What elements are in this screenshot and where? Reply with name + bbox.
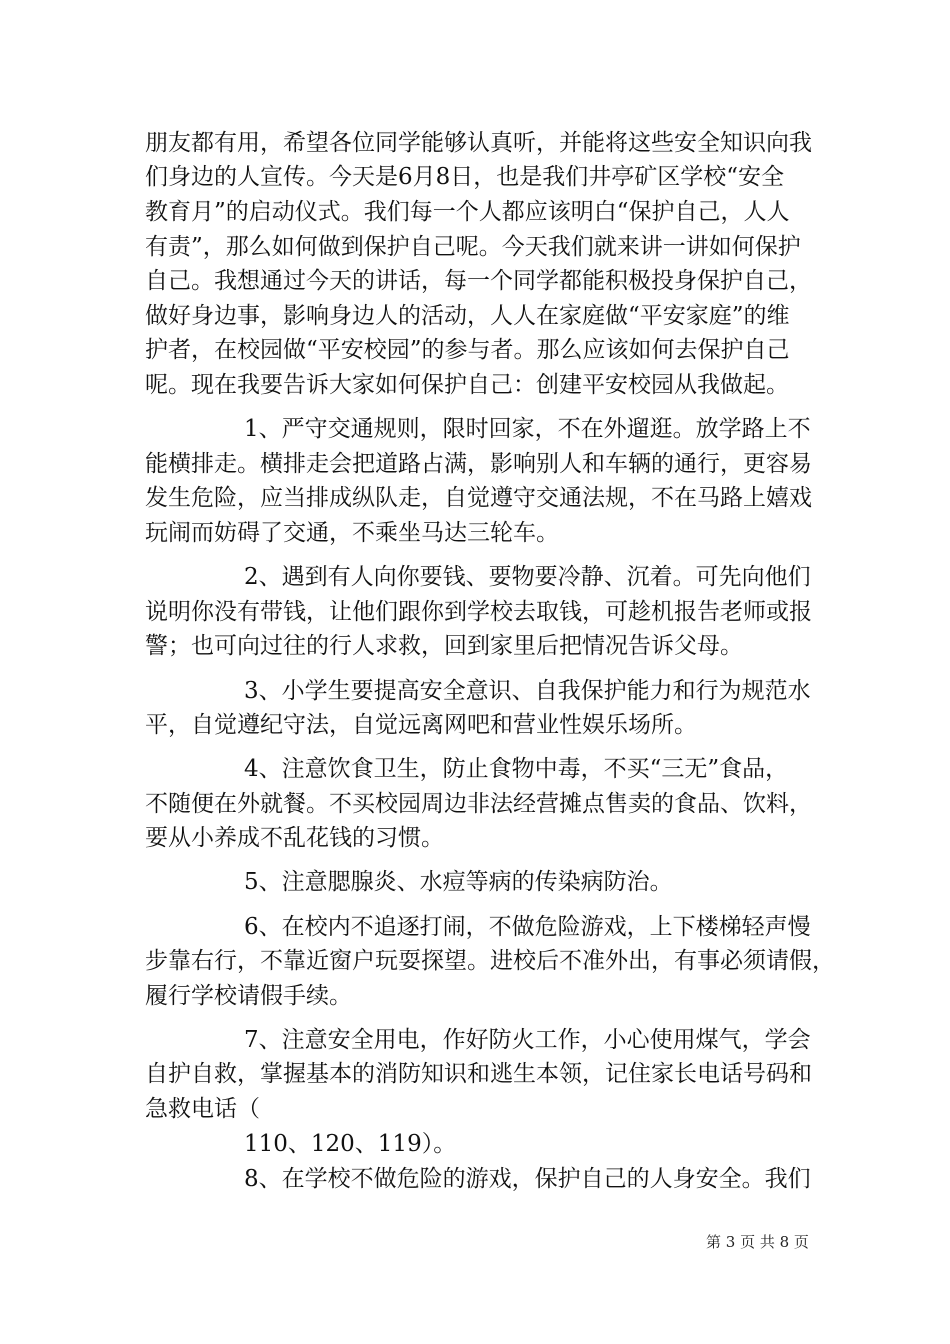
paragraph-item-4-start: 4、注意饮食卫生，防止食物中毒，不买“三无”食品， (244, 756, 789, 782)
paragraph-item-1-start: 1、严守交通规则，限时回家，不在外遛逛。放学路上不 (244, 416, 811, 442)
text-line: 自护自救，掌握基本的消防知识和逃生本领，记住家长电话号码和 (145, 1061, 812, 1087)
text-line: 有责”，那么如何做到保护自己呢。今天我们就来讲一讲如何保护 (145, 234, 801, 260)
text-line: 平，自觉遵纪守法，自觉远离网吧和营业性娱乐场所。 (145, 712, 697, 738)
text-line: 不随便在外就餐。不买校园周边非法经营摊点售卖的食品、饮料， (145, 791, 812, 817)
text-line: 做好身边事，影响身边人的活动，人人在家庭做“平安家庭”的维 (145, 303, 790, 329)
paragraph-item-6-start: 6、在校内不追逐打闹，不做危险游戏，上下楼梯轻声慢 (244, 914, 811, 940)
paragraph-item-2-start: 2、遇到有人向你要钱、要物要冷静、沉着。可先向他们 (244, 564, 811, 590)
text-line: 说明你没有带钱，让他们跟你到学校去取钱，可趁机报告老师或报 (145, 599, 812, 625)
text-line: 履行学校请假手续。 (145, 983, 352, 1009)
text-line: 教育月”的启动仪式。我们每一个人都应该明白“保护自己，人人 (145, 199, 790, 225)
text-line: 们身边的人宣传。今天是6月8日，也是我们井亭矿区学校“安全 (145, 164, 785, 190)
text-line: 护者，在校园做“平安校园”的参与者。那么应该如何去保护自己 (145, 337, 790, 363)
text-line: 玩闹而妨碍了交通，不乘坐马达三轮车。 (145, 520, 559, 546)
text-line: 自己。我想通过今天的讲话，每一个同学都能积极投身保护自己， (145, 268, 812, 294)
paragraph-item-8-start: 8、在学校不做危险的游戏，保护自己的人身安全。我们 (244, 1166, 811, 1192)
paragraph-item-5: 5、注意腮腺炎、水痘等病的传染病防治。 (244, 869, 673, 895)
text-line: 要从小养成不乱花钱的习惯。 (145, 825, 444, 851)
text-line: 能横排走。横排走会把道路占满，影响别人和车辆的通行，更容易 (145, 451, 812, 477)
text-line: 发生危险，应当排成纵队走，自觉遵守交通法规，不在马路上嬉戏 (145, 485, 812, 511)
text-line: 警；也可向过往的行人求救，回到家里后把情况告诉父母。 (145, 633, 743, 659)
text-line: 朋友都有用，希望各位同学能够认真听，并能将这些安全知识向我 (145, 130, 812, 156)
text-line: 急救电话（ (145, 1096, 260, 1122)
paragraph-item-7-start: 7、注意安全用电，作好防火工作，小心使用煤气，学会 (244, 1027, 811, 1053)
page-number-footer: 第 3 页 共 8 页 (706, 1233, 809, 1251)
paragraph-item-3-start: 3、小学生要提高安全意识、自我保护能力和行为规范水 (244, 678, 811, 704)
text-line-phone-numbers: 110、120、119）。 (244, 1131, 457, 1157)
text-line: 步靠右行，不靠近窗户玩耍探望。进校后不准外出，有事必须请假， (145, 948, 835, 974)
text-line: 呢。现在我要告诉大家如何保护自己：创建平安校园从我做起。 (145, 372, 789, 398)
